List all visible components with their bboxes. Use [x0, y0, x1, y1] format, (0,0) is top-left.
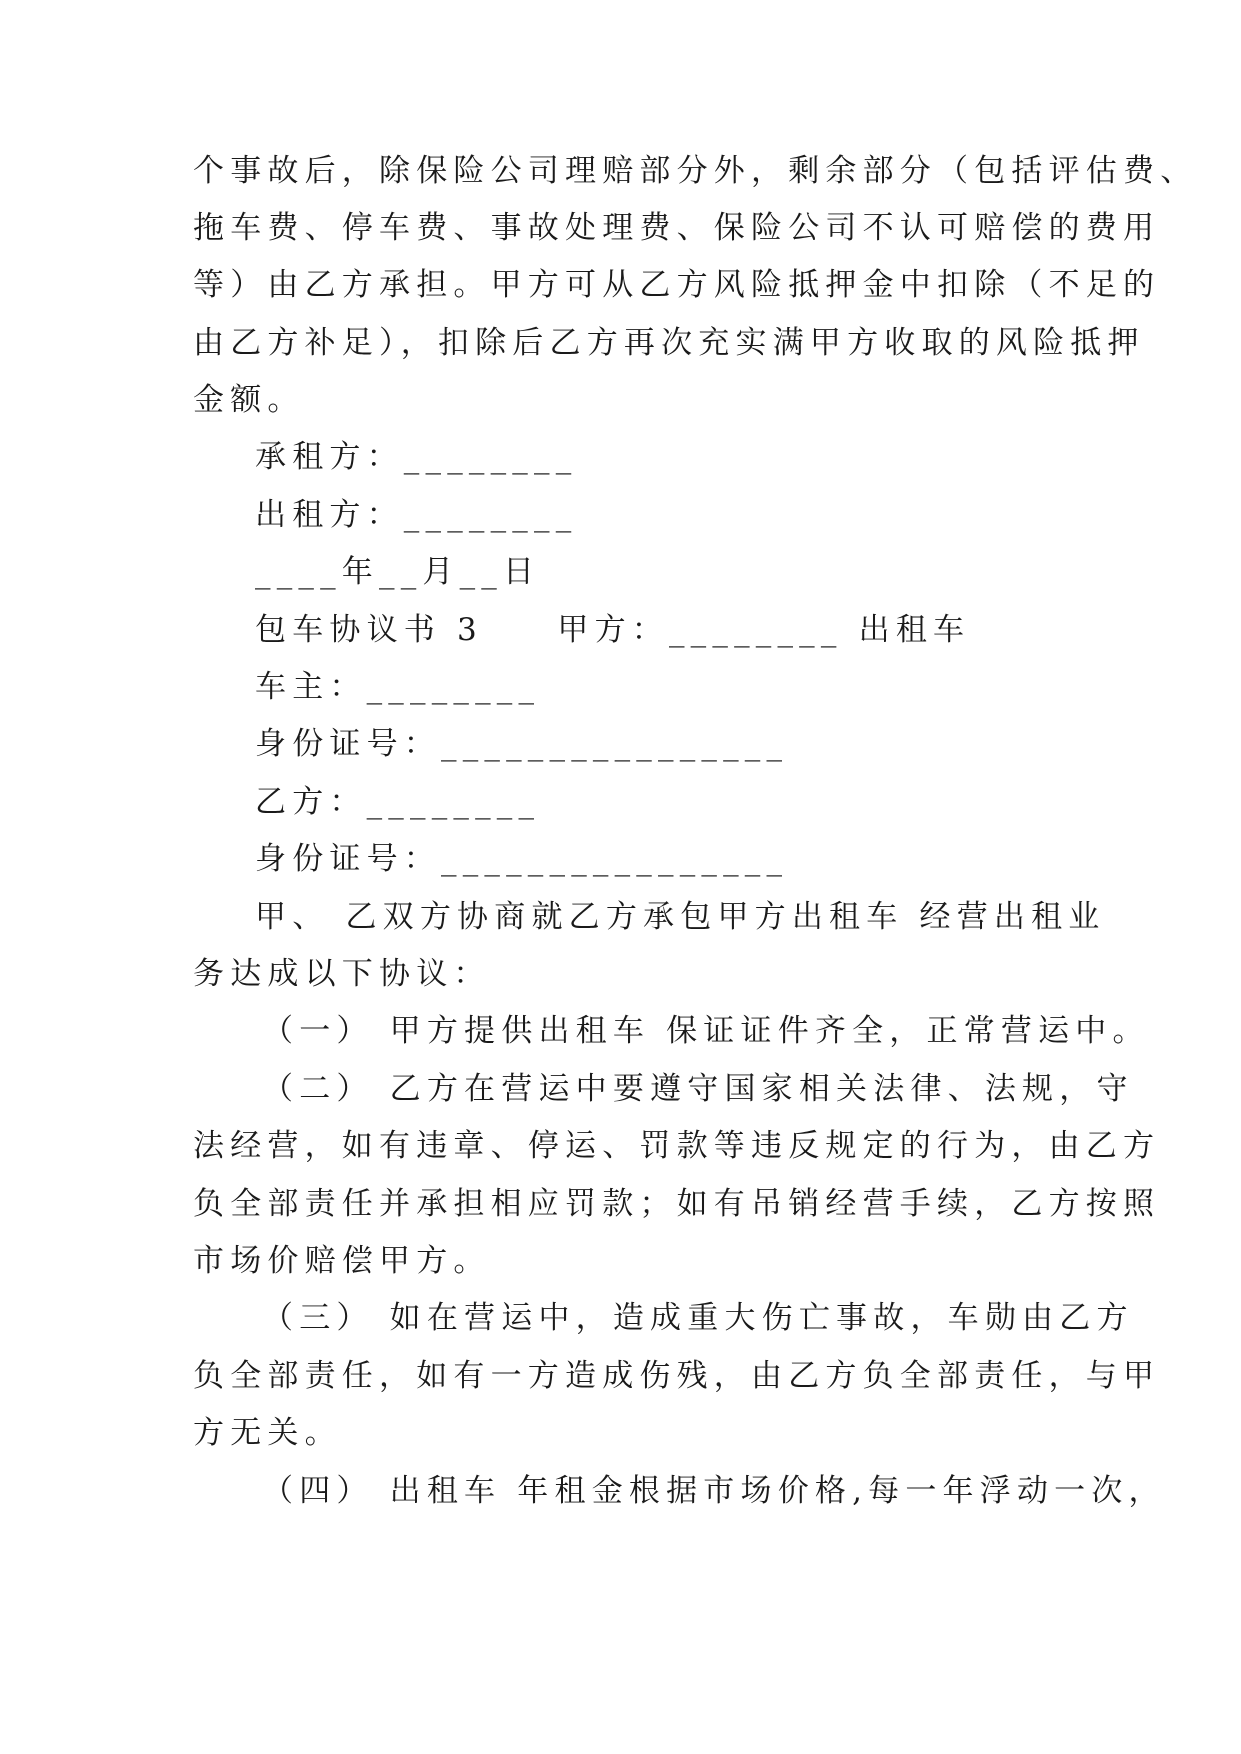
clause-1: （一） 甲方提供出租车 保证证件齐全，正常营运中。 [262, 1013, 1150, 1049]
clause-4: （四） 出租车 年租金根据市场价格,每一年浮动一次， [262, 1473, 1166, 1509]
lessor-signature-line: 出租方：________ [255, 497, 578, 533]
paragraph-line: 务达成以下协议： [193, 956, 491, 992]
paragraph-line: 金额。 [193, 382, 305, 418]
clause-2: （二） 乙方在营运中要遵守国家相关法律、法规，守 [262, 1071, 1134, 1107]
clause-3: （三） 如在营运中，造成重大伤亡事故，车勋由乙方 [262, 1300, 1134, 1336]
paragraph-line: 甲、 乙双方协商就乙方承包甲方出租车 经营出租业 [255, 899, 1106, 935]
paragraph-line: 个事故后，除保险公司理赔部分外，剩余部分（包括评估费、 [193, 153, 1198, 189]
paragraph-line: 方无关。 [193, 1415, 342, 1451]
party-b-field: 乙方：________ [255, 784, 541, 820]
owner-field: 车主：________ [255, 669, 541, 705]
paragraph-line: 拖车费、停车费、事故处理费、保险公司不认可赔偿的费用 [193, 210, 1161, 246]
paragraph-line: 由乙方补足），扣除后乙方再次充实满甲方收取的风险抵押 [193, 325, 1145, 361]
section-heading: 包车协议书 3 甲方：________ 出租车 [255, 612, 971, 648]
id-number-field: 身份证号：________________ [255, 726, 789, 762]
paragraph-line: 负全部责任，如有一方造成伤残，由乙方负全部责任，与甲 [193, 1358, 1161, 1394]
paragraph-line: 市场价赔偿甲方。 [193, 1243, 491, 1279]
id-number-field: 身份证号：________________ [255, 841, 789, 877]
paragraph-line: 等）由乙方承担。甲方可从乙方风险抵押金中扣除（不足的 [193, 267, 1161, 303]
paragraph-line: 负全部责任并承担相应罚款；如有吊销经营手续，乙方按照 [193, 1186, 1161, 1222]
paragraph-line: 法经营，如有违章、停运、罚款等违反规定的行为，由乙方 [193, 1128, 1161, 1164]
date-line: ____年__月__日 [255, 554, 541, 590]
lessee-signature-line: 承租方：________ [255, 439, 578, 475]
